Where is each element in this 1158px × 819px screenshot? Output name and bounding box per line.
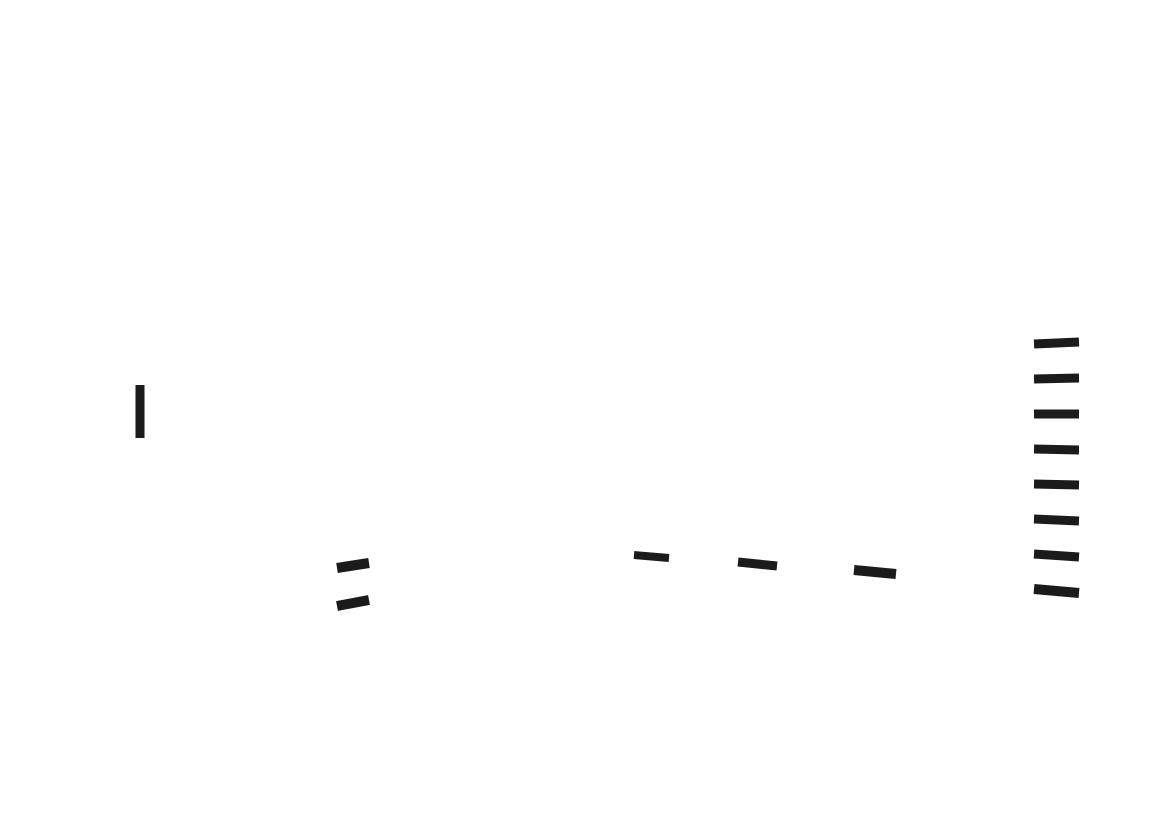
mark <box>634 555 669 558</box>
mark <box>1034 519 1079 521</box>
mark <box>854 570 896 574</box>
mark <box>738 562 777 566</box>
mark <box>1034 554 1079 557</box>
mark <box>337 600 369 606</box>
mark <box>1034 449 1079 450</box>
mark <box>1034 342 1079 344</box>
mark-group-4 <box>1034 342 1079 593</box>
mark <box>337 563 369 568</box>
mark <box>1034 378 1079 379</box>
mark <box>1034 589 1079 593</box>
mark <box>1034 484 1079 485</box>
mark-group-2 <box>337 563 369 606</box>
mark-group-3 <box>634 555 896 574</box>
